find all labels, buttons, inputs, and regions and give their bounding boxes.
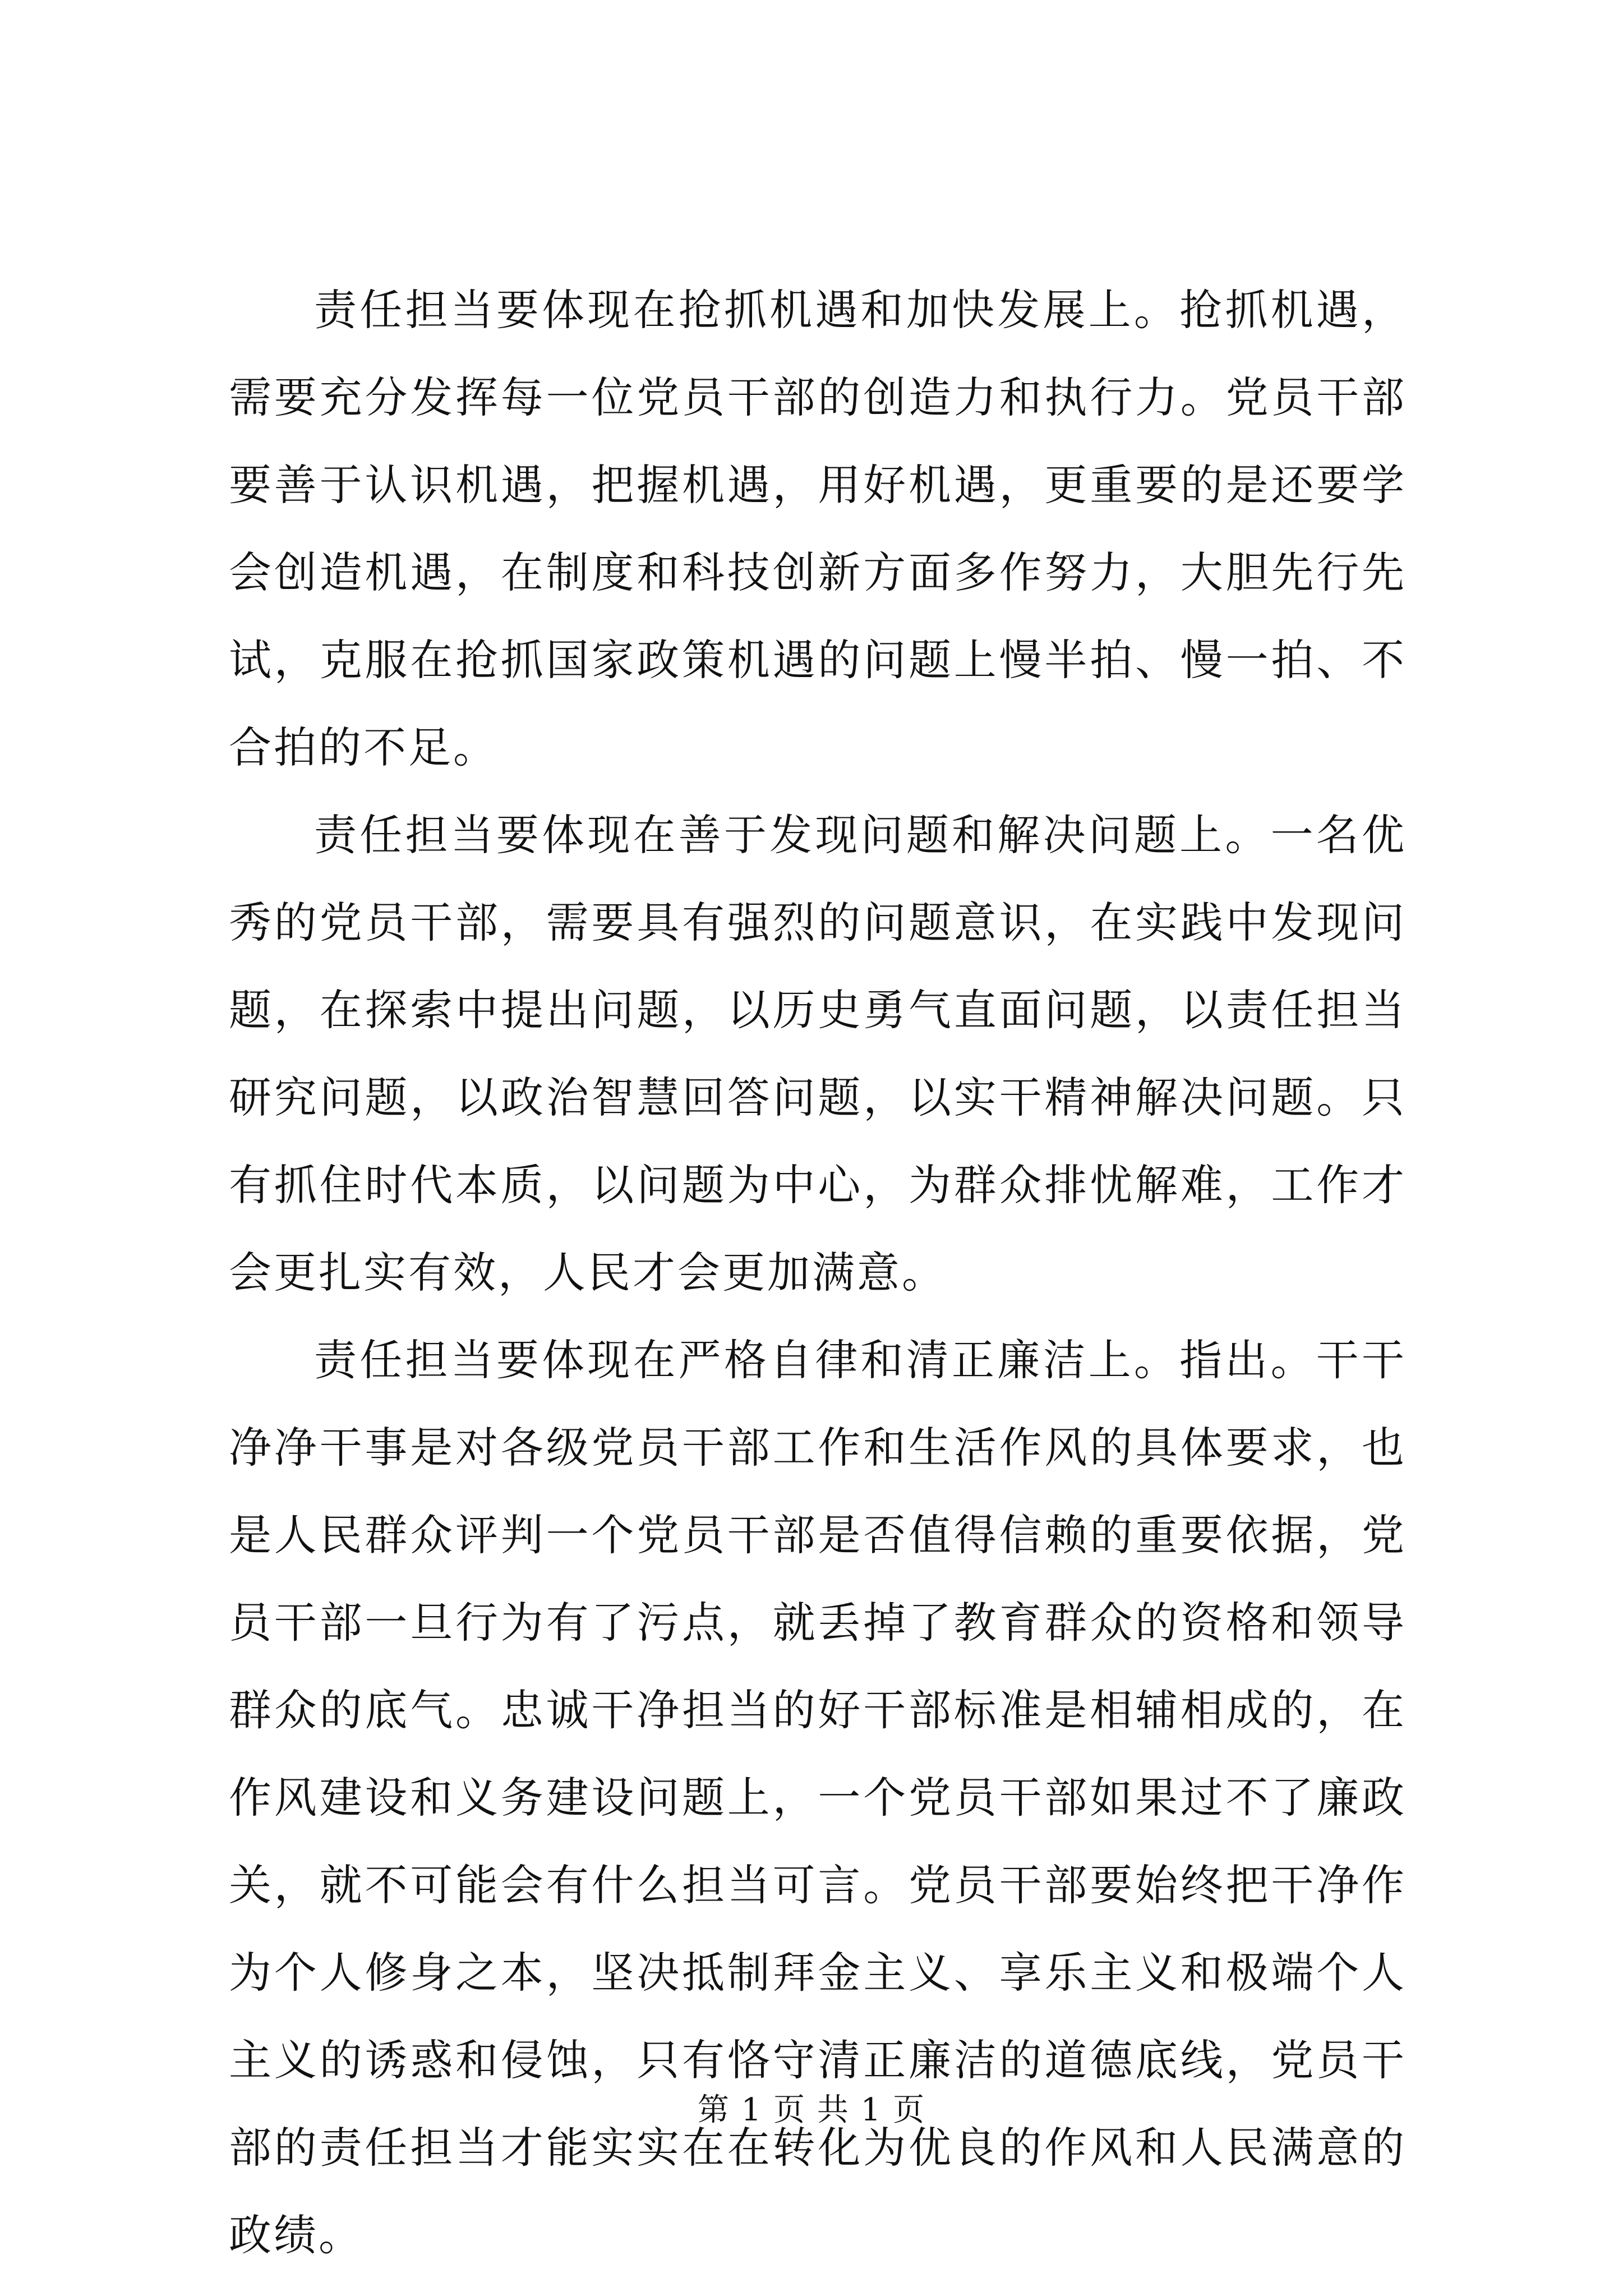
document-body xyxy=(229,266,1407,2279)
paragraph-1: 责任担当要体现在抢抓机遇和加快发展上。抢抓机遇，需要充分发挥每一位党员干部的创造力和执行力。党员干部要善于认识机遇，把握机遇，用好机遇，更重要的是还要学会创造机遇，在制度和科技创新方面多作努力，大胆先行先试，克服在抢抓国家政策机遇的问题上慢半拍、慢一拍、不合拍的不足。 xyxy=(229,285,1407,772)
paragraph-2: 责任担当要体现在善于发现问题和解决问题上。一名优秀的党员干部，需要具有强烈的问题意识，在实践中发现问题，在探索中提出问题，以历史勇气直面问题，以责任担当研究问题，以政治智慧回答问题，以实干精神解决问题。只有抓住时代本质，以问题为中心，为群众排忧解难，工作才会更扎实有效，人民才会更加满意。 xyxy=(229,810,1407,1297)
paragraph-3: 责任担当要体现在严格自律和清正廉洁上。指出。干干净净干事是对各级党员干部工作和生活作风的具体要求，也是人民群众评判一个党员干部是否值得信赖的重要依据，党员干部一旦行为有了污点，就丢掉了教育群众的资格和领导群众的底气。忠诚干净担当的好干部标准是相辅相成的，在作风建设和义务建设问题上，一个党员干部如果过不了廉政关，就不可能会有什么担当可言。党员干部要始终把干净作为个人修身之本，坚决抵制拜金主义、享乐主义和极端个人主义的诱惑和侵蚀，只有恪守清正廉洁的道德底线，党员干部的责任担当才能实实在在转化为优良的作风和人民满意的政绩。 xyxy=(229,1335,1407,2260)
page-footer: 第 1 页 共 1 页 xyxy=(697,2092,926,2128)
